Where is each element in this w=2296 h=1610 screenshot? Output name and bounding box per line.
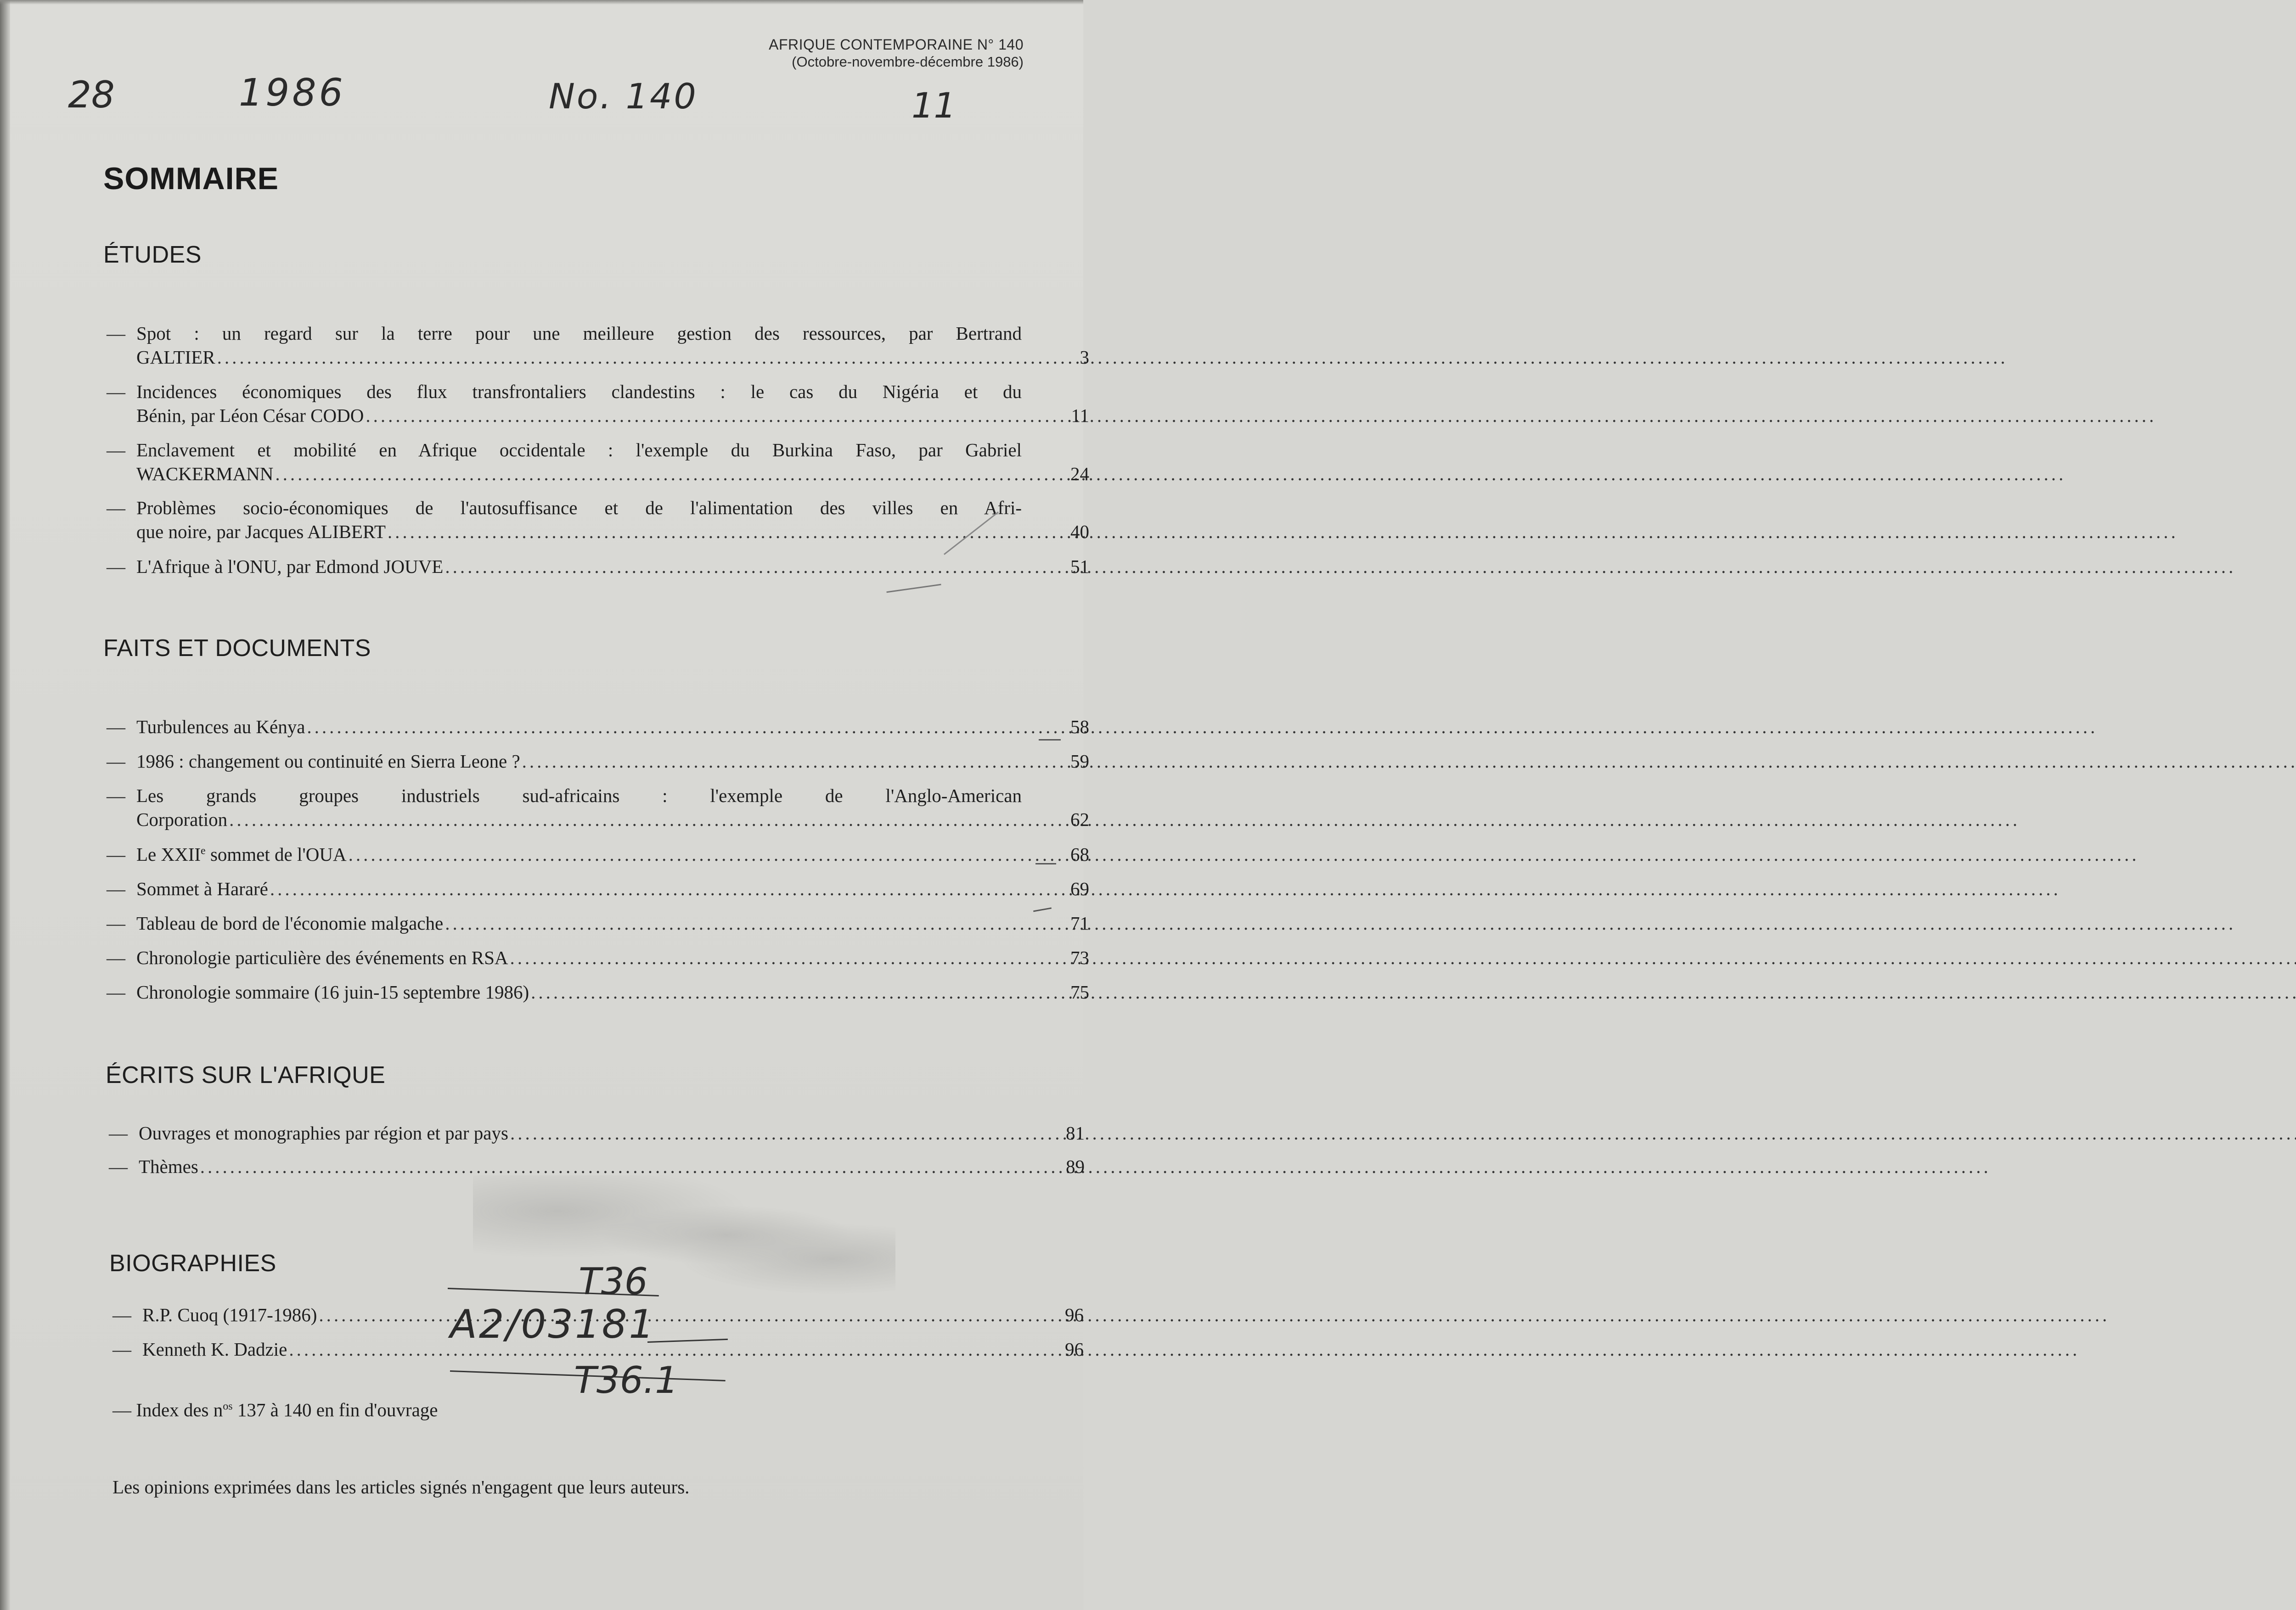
margin-mark bbox=[1039, 739, 1061, 740]
entry-page-number: 58 bbox=[1070, 716, 1089, 737]
leader-dots bbox=[270, 877, 2061, 901]
page-binding-edge bbox=[0, 0, 10, 1610]
entry-title: R.P. Cuoq (1917-1986) bbox=[142, 1304, 317, 1325]
entry-page-number: 24 bbox=[1070, 463, 1089, 484]
handwritten-page-mark: 11 bbox=[912, 85, 956, 126]
leader-dots bbox=[200, 1155, 1991, 1178]
entry-title-line2: WACKERMANN bbox=[136, 463, 274, 484]
entry-dash: — bbox=[107, 913, 125, 934]
entry-title-line1: Problèmes socio-économiques de l'autosuffisance et de l'alimentation des villes en Afri- bbox=[136, 497, 1022, 518]
entry-page-number: 3 bbox=[1080, 347, 1089, 368]
leader-dots bbox=[275, 462, 2066, 486]
entry-dash: — bbox=[107, 785, 125, 806]
entry-page-number: 71 bbox=[1070, 913, 1089, 934]
entry-dash: — bbox=[107, 716, 125, 737]
leader-dots bbox=[531, 980, 2296, 1004]
disclaimer-footnote: Les opinions exprimées dans les articles signés n'engagent que leurs auteurs. bbox=[113, 1476, 690, 1498]
entry-dash: — bbox=[107, 439, 125, 460]
leader-dots bbox=[217, 345, 2008, 369]
page-title: SOMMAIRE bbox=[103, 161, 279, 196]
leader-dots bbox=[522, 749, 2296, 773]
entry-title: Chronologie particulière des événements en RSA bbox=[136, 947, 508, 968]
entry-title-superscript: e bbox=[201, 845, 206, 857]
entry-dash: — bbox=[109, 1122, 128, 1144]
entry-title-line2: GALTIER bbox=[136, 347, 215, 368]
index-note-superscript: os bbox=[223, 1400, 233, 1413]
leader-dots bbox=[510, 1121, 2296, 1145]
leader-dots bbox=[510, 946, 2296, 970]
handwritten-call-number-3: T36.1 bbox=[574, 1359, 678, 1402]
entry-dash: — bbox=[107, 844, 125, 865]
handwritten-call-number-1: T36 bbox=[579, 1260, 648, 1303]
section-heading-etudes: ÉTUDES bbox=[103, 241, 202, 268]
journal-header bbox=[769, 36, 1024, 71]
entry-title: Sommet à Hararé bbox=[136, 878, 268, 899]
index-note-text: — Index des n bbox=[113, 1399, 223, 1420]
entry-page-number: 75 bbox=[1070, 982, 1089, 1003]
entry-title-line2: Bénin, par Léon César CODO bbox=[136, 405, 364, 426]
handwritten-year: 1986 bbox=[239, 71, 346, 115]
entry-title-line1: Enclavement et mobilité en Afrique occidentale : l'exemple du Burkina Faso, par Gabriel bbox=[136, 439, 1022, 460]
entry-dash: — bbox=[107, 556, 125, 577]
leader-dots bbox=[445, 555, 2236, 578]
entry-title bbox=[136, 842, 347, 866]
entry-title-line1: Spot : un regard sur la terre pour une meilleure gestion des ressources, par Bertrand bbox=[136, 323, 1022, 344]
margin-mark bbox=[1035, 863, 1056, 864]
leader-dots bbox=[388, 520, 2178, 544]
top-shadow bbox=[0, 0, 1083, 5]
entry-dash: — bbox=[107, 381, 125, 402]
index-note bbox=[113, 1399, 438, 1421]
entry-title-line2: que noire, par Jacques ALIBERT bbox=[136, 521, 386, 542]
entry-page-number: 40 bbox=[1070, 521, 1089, 542]
handwritten-issue: No. 140 bbox=[549, 76, 698, 117]
entry-page-number: 68 bbox=[1070, 844, 1089, 865]
entry-dash: — bbox=[107, 323, 125, 344]
entry-page-number: 51 bbox=[1070, 556, 1089, 577]
entry-title-part: Le XXII bbox=[136, 844, 201, 865]
entry-dash: — bbox=[109, 1156, 128, 1177]
entry-title: Chronologie sommaire (16 juin-15 septembre 1986) bbox=[136, 982, 529, 1003]
entry-title-line2: Corporation bbox=[136, 809, 228, 830]
entry-title-line1: Les grands groupes industriels sud-africains : l'exemple de l'Anglo-American bbox=[136, 785, 1022, 806]
section-heading-faits-et-documents: FAITS ET DOCUMENTS bbox=[103, 635, 371, 662]
entry-dash: — bbox=[107, 497, 125, 518]
section-heading-ecrits-sur-afrique: ÉCRITS SUR L'AFRIQUE bbox=[106, 1062, 386, 1088]
leader-dots bbox=[349, 842, 2139, 866]
entry-page-number: 73 bbox=[1070, 947, 1089, 968]
leader-dots bbox=[366, 404, 2156, 427]
entry-page-number: 59 bbox=[1070, 751, 1089, 772]
entry-title-part: sommet de l'OUA bbox=[205, 844, 347, 865]
leader-dots bbox=[307, 715, 2098, 739]
section-heading-biographies: BIOGRAPHIES bbox=[109, 1250, 276, 1277]
entry-dash: — bbox=[107, 982, 125, 1003]
entry-dash: — bbox=[113, 1304, 131, 1325]
entry-page-number: 62 bbox=[1070, 809, 1089, 830]
entry-dash: — bbox=[107, 947, 125, 968]
entry-page-number: 81 bbox=[1066, 1122, 1085, 1144]
entry-page-number: 69 bbox=[1070, 878, 1089, 899]
entry-title: 1986 : changement ou continuité en Sierra Leone ? bbox=[136, 751, 520, 772]
entry-page-number: 11 bbox=[1071, 405, 1089, 426]
entry-title: Tableau de bord de l'économie malgache bbox=[136, 913, 444, 934]
entry-title: Turbulences au Kénya bbox=[136, 716, 305, 737]
entry-title: L'Afrique à l'ONU, par Edmond JOUVE bbox=[136, 556, 444, 577]
entry-page-number: 89 bbox=[1066, 1156, 1085, 1177]
journal-title: AFRIQUE CONTEMPORAINE N° 140 bbox=[769, 36, 1024, 53]
index-note-text: 137 à 140 en fin d'ouvrage bbox=[232, 1399, 438, 1420]
faded-stamp bbox=[473, 1175, 895, 1295]
entry-dash: — bbox=[113, 1339, 131, 1360]
entry-title: Kenneth K. Dadzie bbox=[142, 1339, 287, 1360]
handwritten-number: 28 bbox=[68, 73, 115, 116]
entry-dash: — bbox=[107, 751, 125, 772]
entry-page-number: 96 bbox=[1065, 1339, 1084, 1360]
entry-title: Ouvrages et monographies par région et par pays bbox=[139, 1122, 508, 1144]
entry-title-line1: Incidences économiques des flux transfrontaliers clandestins : le cas du Nigéria et du bbox=[136, 381, 1022, 402]
leader-dots bbox=[445, 911, 2236, 935]
handwritten-call-number-2: A2/03181 bbox=[450, 1301, 656, 1347]
journal-issue-date: (Octobre-novembre-décembre 1986) bbox=[792, 54, 1024, 70]
entry-dash: — bbox=[107, 878, 125, 899]
entry-title: Thèmes bbox=[139, 1156, 198, 1177]
entry-page-number: 96 bbox=[1065, 1304, 1084, 1325]
leader-dots bbox=[229, 808, 2020, 831]
